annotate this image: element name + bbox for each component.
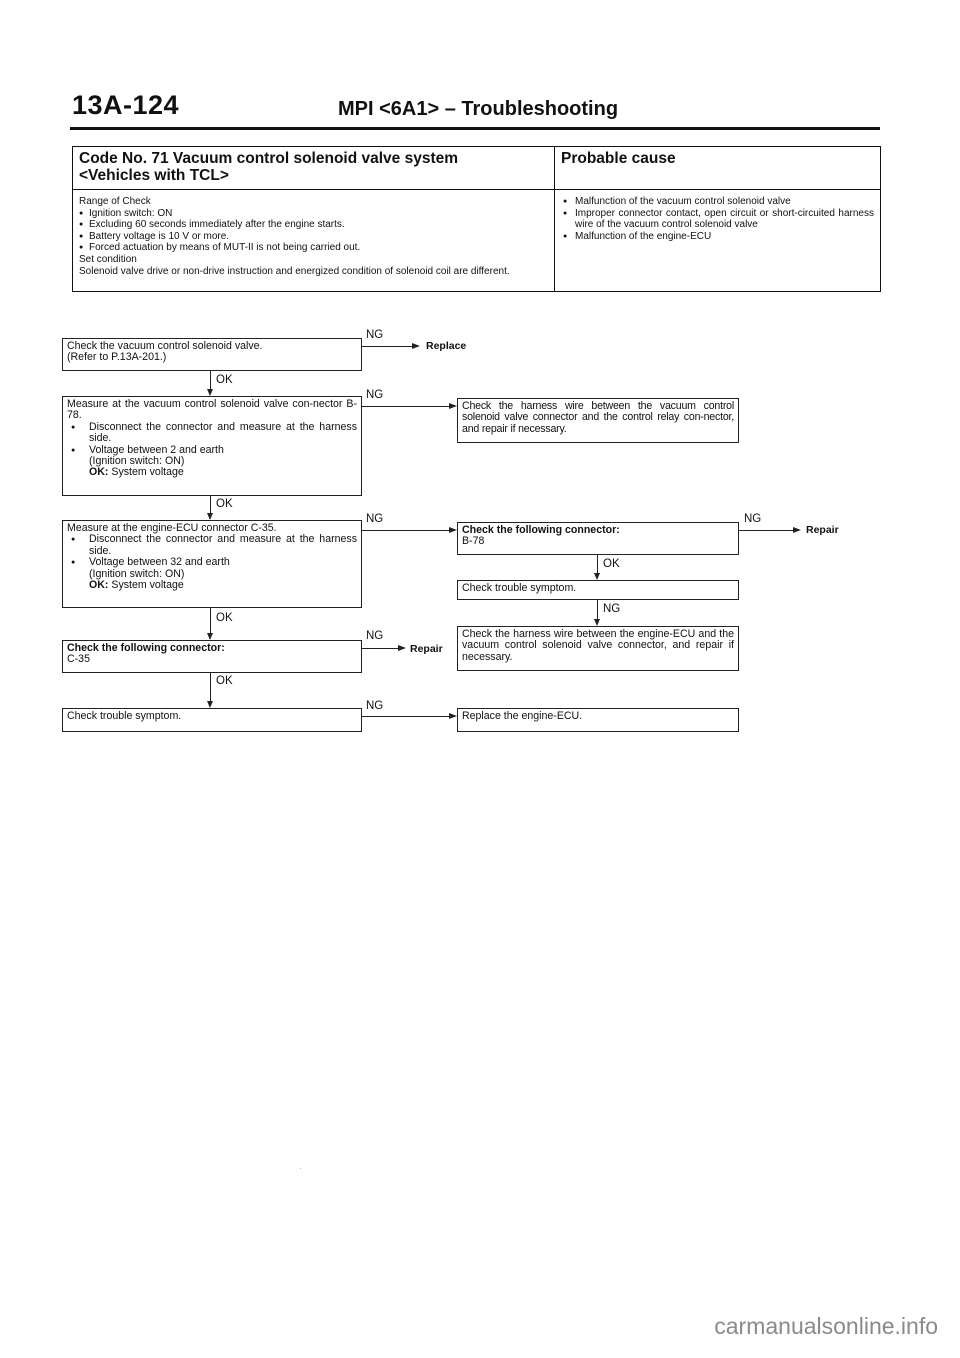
ok-connector-line [210,496,211,513]
ok-label: OK [216,675,233,687]
scan-speck [300,1168,301,1169]
ok-value: System voltage [111,466,184,479]
step-bullet: ● Voltage between 32 and earth [67,557,357,568]
page-number: 13A-124 [72,90,180,120]
cause-title-cell [555,147,881,190]
step-text: Measure at the vacuum control solenoid valve con-nector B-78. [67,398,357,422]
result-text: Check the harness wire between the vacuum control solenoid valve connector and the control relay con-nector, and repair if necessary. [462,400,734,435]
step-ok-line [67,467,357,478]
arrow-right-icon [449,403,457,409]
header-rule [70,127,880,130]
step-bullet: ● Disconnect the connector and measure at the harness side. [67,422,357,445]
arrow-right-icon [412,343,420,349]
code-table [72,146,881,292]
ng-label: NG [366,630,384,642]
watermark: carmanualsonline.info [714,1313,938,1339]
ok-label: OK: [89,466,109,479]
set-condition-label: Set condition [79,253,137,265]
ng-label: NG [366,329,384,341]
step-ok-line [67,580,357,591]
step-bullet: ● Voltage between 2 and earth [67,445,357,456]
range-item: ● Forced actuation by means of MUT-II is not being carried out. [79,242,548,254]
code-title-cell [73,147,555,190]
code-subtitle: <Vehicles with TCL> [79,167,229,184]
ok-connector-line [210,673,211,701]
ok-label: OK [216,374,233,386]
step-bullet: ● Disconnect the connector and measure at the harness side. [67,534,357,557]
action-repair: Repair [806,524,839,536]
probable-cause-cell [555,190,881,292]
action-repair: Repair [410,643,443,655]
step-text: C-35 [67,653,90,666]
ng-connector-line [597,600,598,619]
ng-label: NG [366,513,384,525]
code-title: Code No. 71 Vacuum control solenoid valve system [79,150,459,167]
arrow-right-icon [398,645,406,651]
arrow-right-icon [793,527,801,533]
cause-item: ● Malfunction of the vacuum control solenoid valve [561,196,874,208]
arrow-down-icon [594,573,600,580]
ok-label: OK: [89,579,109,592]
ng-connector-line [739,530,793,531]
cause-title: Probable cause [561,150,676,167]
range-item: ● Battery voltage is 10 V or more. [79,231,548,243]
ok-connector-line [210,608,211,633]
result-text: Check the following connector: [462,524,620,536]
ng-connector-line [362,716,449,717]
ng-label: NG [603,603,621,615]
check-conditions-cell [73,190,555,292]
step-measure-solenoid-connector [62,396,362,496]
arrow-right-icon [449,713,457,719]
ng-label: NG [366,700,384,712]
step-text: Check trouble symptom. [67,710,182,722]
arrow-down-icon [207,389,213,396]
range-label: Range of Check [79,196,151,207]
step-text: (Ignition switch: ON) [89,455,185,468]
cause-item: ● Improper connector contact, open circuit or short-circuited harness wire of the vacuum control solenoid valve [561,208,874,231]
result-replace-ecu [457,708,739,732]
arrow-down-icon [207,633,213,640]
step-check-connector-c35 [62,640,362,673]
result-text: B-78 [462,535,485,548]
set-condition-text: Solenoid valve drive or non-drive instruction and energized condition of solenoid coil are different. [79,265,510,277]
result-text: Check trouble symptom. [462,582,577,594]
arrow-down-icon [207,701,213,708]
page-title: MPI <6A1> – Troubleshooting [338,98,619,120]
result-text: Replace the engine-ECU. [462,710,583,722]
action-replace: Replace [426,340,467,352]
step-check-trouble-symptom [62,708,362,732]
step-text: Measure at the engine-ECU connector C-35. [67,522,277,534]
ok-label: OK [603,558,620,570]
ng-connector-line [362,648,398,649]
ng-label: NG [744,513,762,525]
step-text: (Ignition switch: ON) [89,567,185,580]
step-check-solenoid-valve [62,338,362,371]
ng-connector-line [362,530,449,531]
ok-label: OK [216,498,233,510]
ng-label: NG [366,389,384,401]
step-measure-ecu-connector [62,520,362,608]
ok-connector-line [210,371,211,389]
range-item: ● Ignition switch: ON [79,208,548,220]
arrow-down-icon [207,513,213,520]
ok-label: OK [216,612,233,624]
ng-connector-line [362,346,412,347]
step-text: (Refer to P.13A-201.) [67,351,167,364]
ok-value: System voltage [111,579,184,592]
ok-connector-line [597,555,598,573]
result-check-harness-relay [457,398,739,443]
result-text: Check the harness wire between the engine-ECU and the vacuum control solenoid valve connector, and repair if necessary. [462,628,734,663]
cause-item: ● Malfunction of the engine-ECU [561,231,874,243]
result-check-harness-ecu [457,626,739,671]
arrow-right-icon [449,527,457,533]
ng-connector-line [362,406,449,407]
result-check-trouble-symptom [457,580,739,600]
range-item: ● Excluding 60 seconds immediately after the engine starts. [79,219,548,231]
arrow-down-icon [594,619,600,626]
step-text: Check the following connector: [67,642,225,654]
step-text: Check the vacuum control solenoid valve. [67,340,263,352]
result-check-connector-b78 [457,522,739,555]
